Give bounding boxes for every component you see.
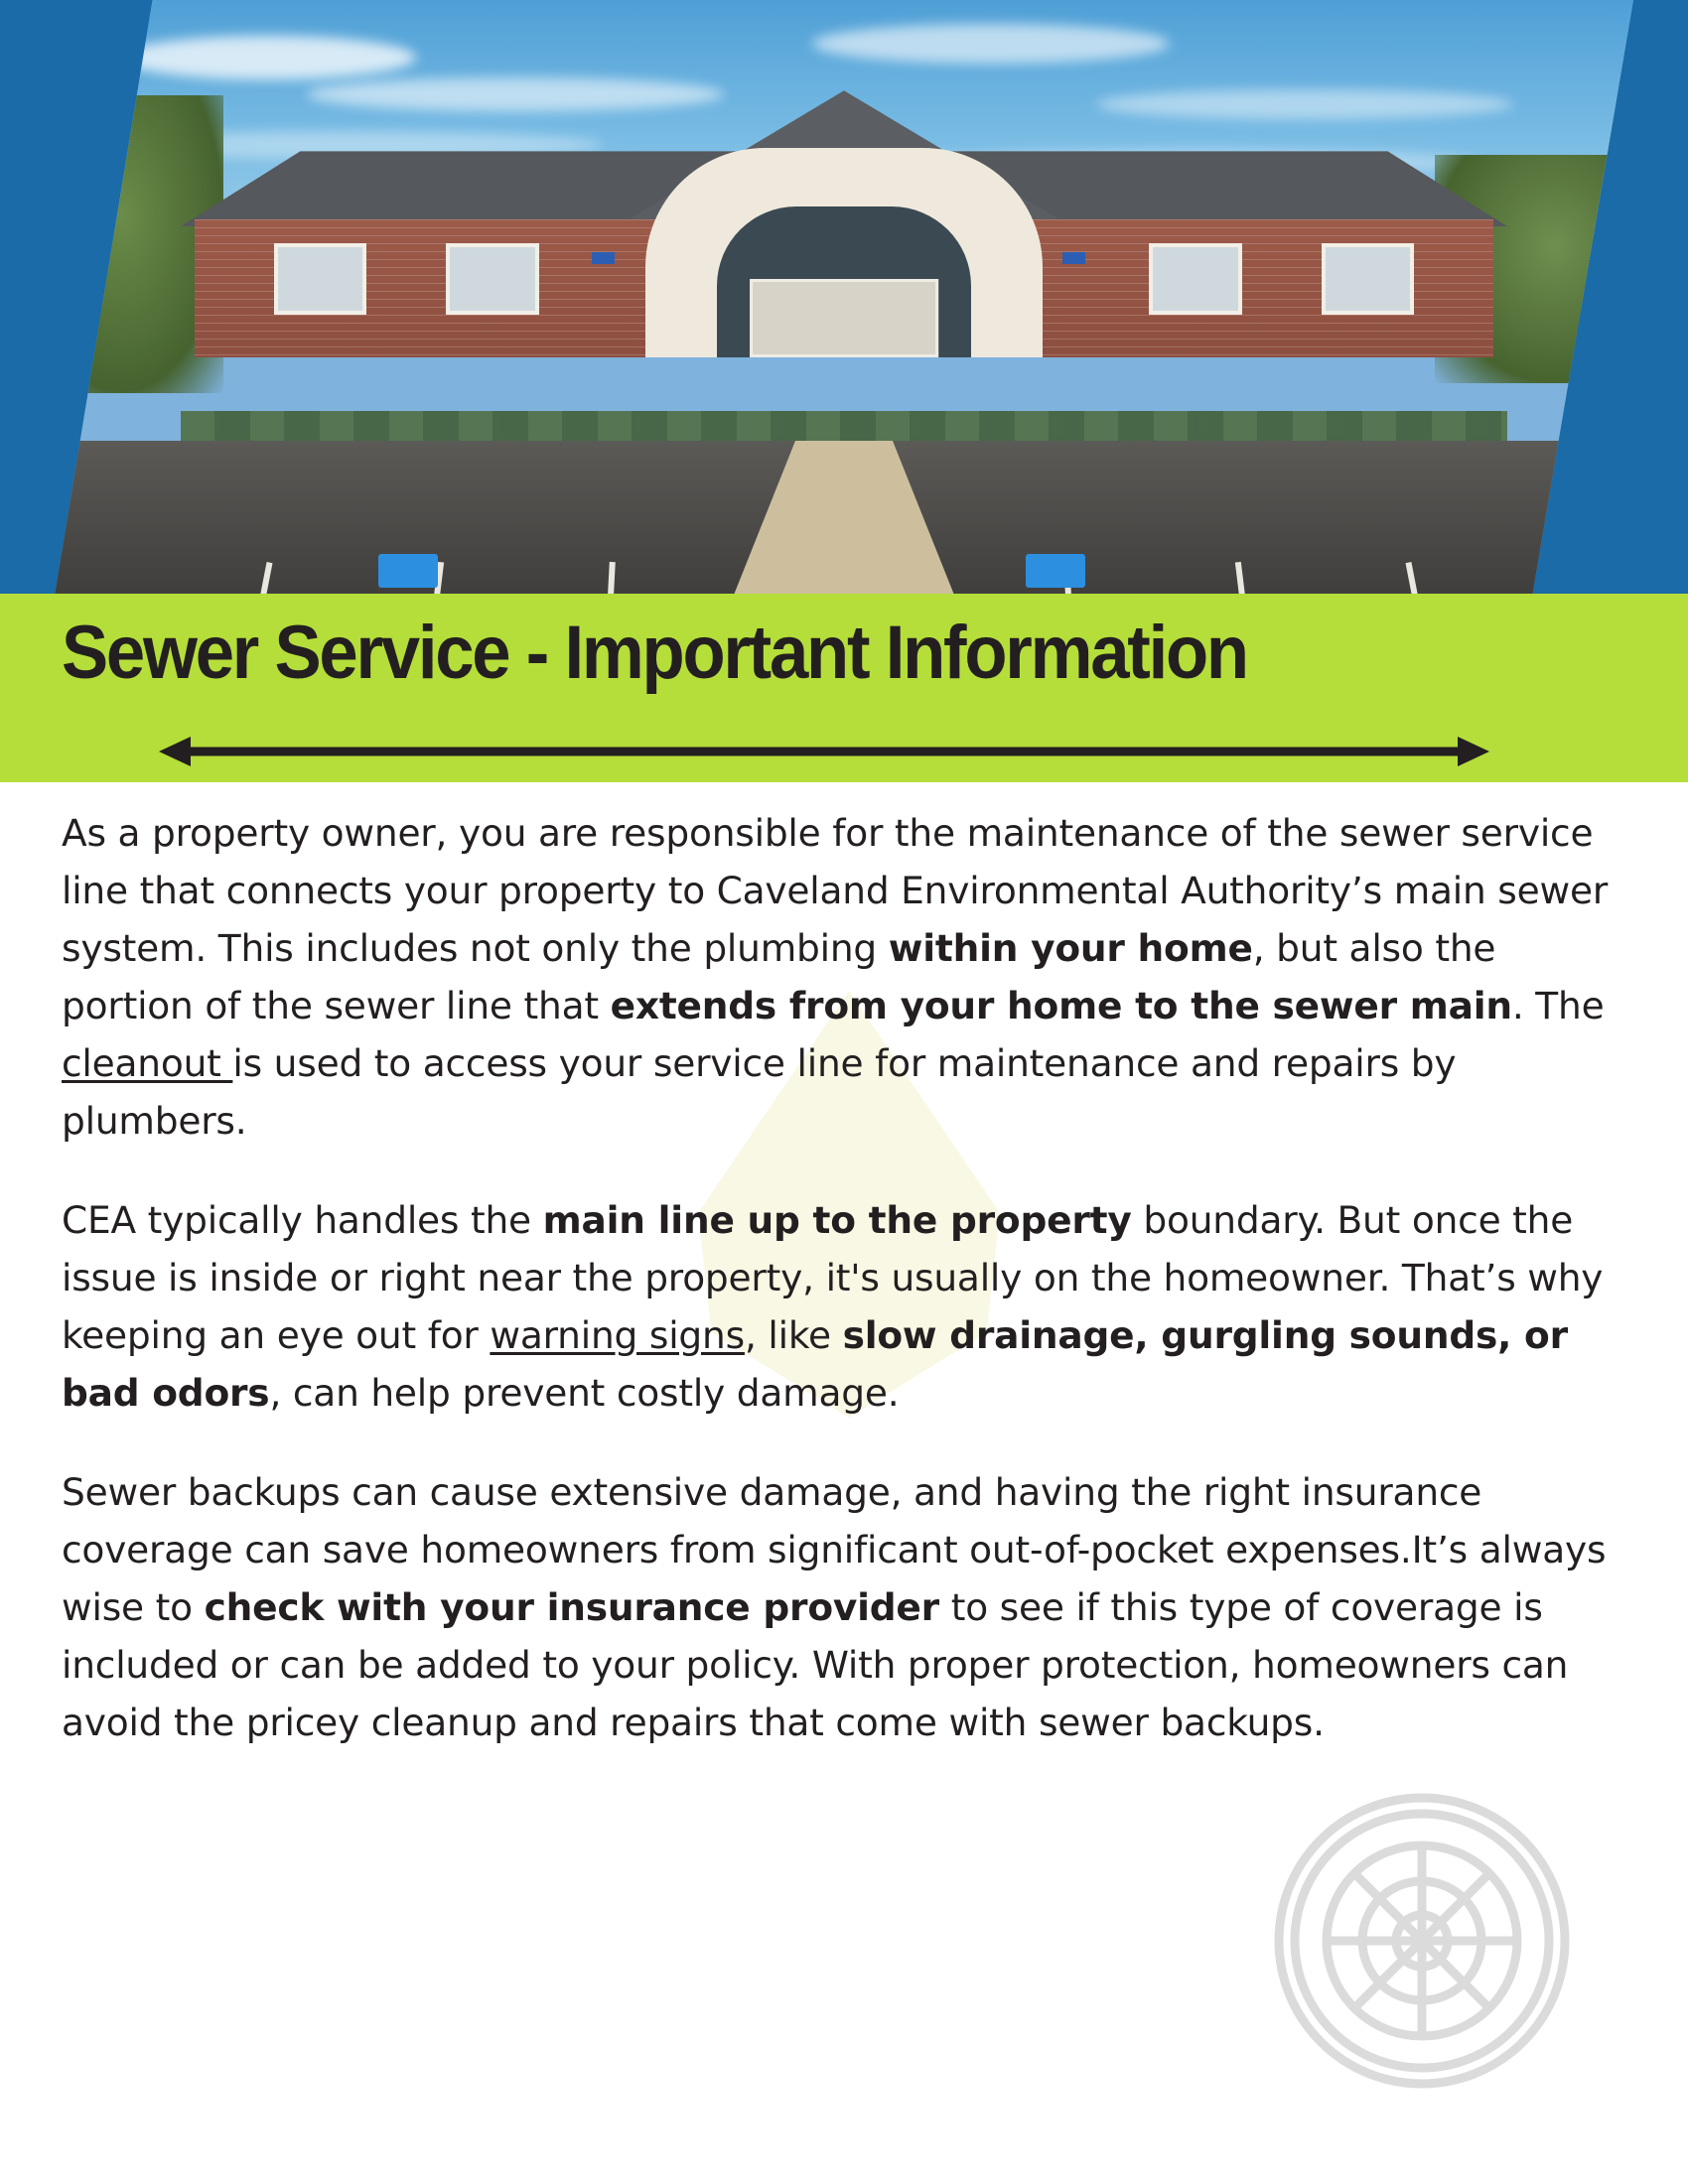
body-text-column: [62, 804, 1620, 1793]
window: [274, 243, 366, 315]
parking-stripe: [260, 562, 272, 596]
window: [1322, 243, 1414, 315]
page-title: Sewer Service - Important Information: [62, 611, 1247, 695]
cloud: [812, 24, 1170, 64]
window: [1149, 243, 1241, 315]
front-door: [750, 279, 938, 357]
building: [181, 119, 1507, 357]
entry-shadow: [717, 206, 971, 357]
accessible-sign-icon: [1062, 252, 1085, 264]
accessible-parking-marking: [378, 554, 438, 588]
manhole-cover-icon: [1273, 1792, 1571, 2090]
paragraph-insurance: Sewer backups can cause extensive damage, and having the right insurance coverage can save homeowners from significant out-of-pocket expenses.It’s always wise to check with your insurance provider to see if this type of coverage is included or can be added to your policy. With proper protection, homeowners can avoid the pricey cleanup and repairs that come with sewer backups.: [62, 1470, 1607, 1744]
parking-stripe: [608, 562, 616, 596]
parking-stripe: [1234, 562, 1244, 596]
entry-portico: [645, 148, 1044, 357]
window: [446, 243, 538, 315]
double-arrow-icon: [159, 735, 1489, 768]
cloud: [307, 77, 724, 111]
article-body: [0, 782, 1688, 2184]
office-building-photo: [55, 0, 1633, 596]
paragraph-cea-scope: CEA typically handles the main line up to the property boundary. But once the issue is inside or right near the property, it's usually on the homeowner. That’s why keeping an eye out for warning signs, like slow drainage, gurgling sounds, or bad odors, can help prevent costly damage.: [62, 1198, 1604, 1415]
landscaping: [181, 411, 1507, 441]
title-banner: [0, 594, 1688, 782]
accessible-parking-marking: [1026, 554, 1085, 588]
parking-stripe: [1406, 562, 1418, 596]
paragraph-responsibility: As a property owner, you are responsible for the maintenance of the sewer service line that connects your property to Caveland Environmental Authority’s main sewer system. This includes not only the plumbing within your home, but also the portion of the sewer line that extends from your home to the sewer main. The cleanout is used to access your service line for maintenance and repairs by plumbers.: [62, 811, 1609, 1143]
hero-banner: [0, 0, 1688, 596]
cloud: [1096, 89, 1513, 119]
cloud: [118, 36, 416, 79]
accessible-sign-icon: [592, 252, 615, 264]
